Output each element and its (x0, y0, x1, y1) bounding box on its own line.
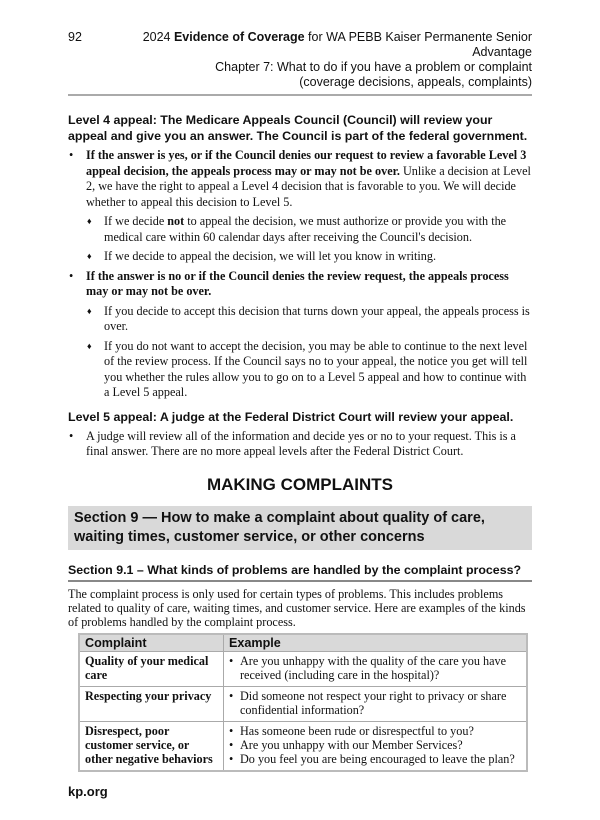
example-item: • Has someone been rude or disrespectful to you? (229, 724, 521, 738)
header-title-rest: for WA PEBB Kaiser Permanente Senior Advantage (304, 30, 532, 59)
page-header (68, 30, 532, 90)
table-row (79, 686, 527, 721)
making-complaints-heading: MAKING COMPLAINTS (206, 474, 394, 494)
text: If you decide to accept this decision that turns down your appeal, the appeals process is over. (104, 303, 530, 333)
complaint-cell: Quality of your medical care (79, 651, 224, 686)
text-bold: not (167, 214, 185, 228)
list-item (86, 304, 532, 335)
list-item (68, 148, 532, 265)
column-header: Complaint (79, 634, 224, 652)
example-cell (224, 721, 528, 771)
header-year: 2024 (142, 30, 174, 44)
page-number: 92 (68, 30, 82, 44)
example-item: • Are you unhappy with the quality of the care you have received (including care in the hospital)? (229, 654, 521, 682)
text: If we decide to appeal the decision, we will let you know in writing. (104, 249, 437, 263)
example-item: • Did someone not respect your right to privacy or share confidential information? (229, 689, 521, 717)
table-row (79, 721, 527, 771)
list-item (86, 214, 532, 245)
example-cell (224, 686, 528, 721)
list-item (86, 339, 532, 401)
header-text (82, 30, 532, 90)
example-item: • Do you feel you are being encouraged to leave the plan? (229, 752, 521, 766)
level4-heading: Level 4 appeal: The Medicare Appeals Council (Council) will review your appeal and give you an answer. The Council is part of the federal government. (68, 113, 528, 143)
table-row (79, 651, 527, 686)
text: If we decide (104, 214, 168, 228)
header-divider (68, 94, 532, 96)
complaint-table (78, 633, 528, 772)
appeal-levels (68, 112, 532, 460)
header-title-bold: Evidence of Coverage (173, 30, 305, 44)
section91-intro: The complaint process is only used for certain types of problems. This includes problems related to quality of care, waiting times, and customer service. Here are examples of the kinds of problems handled by the complaint process. (68, 586, 526, 629)
level5-heading: Level 5 appeal: A judge at the Federal District Court will review your appeal. (68, 409, 514, 424)
header-chapter-line1: Chapter 7: What to do if you have a problem or complaint (215, 60, 532, 74)
bullet-text: Unlike a decision at Level 2, we have the right to appeal a Level 4 decision that is favorable to you. We will decide whether to appeal this decision to Level 5. (86, 163, 531, 209)
complaint-cell: Respecting your privacy (79, 686, 224, 721)
column-header: Example (224, 634, 528, 652)
text: to appeal the decision, we must authorize or provide you with the medical care within 60 calendar days after receiving the Council's decision. (104, 214, 507, 244)
list-item (86, 249, 532, 265)
example-cell (224, 651, 528, 686)
list-item (68, 269, 532, 401)
section91-heading: Section 9.1 – What kinds of problems are handled by the complaint process? (68, 562, 532, 582)
header-chapter-line2: (coverage decisions, appeals, complaints) (299, 75, 532, 89)
complaint-cell: Disrespect, poor customer service, or other negative behaviors (79, 721, 224, 771)
section9-heading: Section 9 — How to make a complaint about quality of care, waiting times, customer service, or other concerns (68, 506, 532, 550)
example-item: • Are you unhappy with our Member Services? (229, 738, 521, 752)
bullet-bold: If the answer is no or if the Council denies the review request, the appeals process may or may not be over. (86, 268, 509, 298)
text: A judge will review all of the information and decide yes or no to your request. This is a final answer. There are no more appeal levels after the Federal District Court. (86, 428, 516, 458)
footer-link[interactable]: kp.org (68, 783, 108, 799)
list-item (68, 429, 532, 460)
table-header-row (79, 634, 527, 652)
bullet-bold: If the answer is yes, or if the Council denies our request to review a favorable Level 3 appeal decision, the appeals process may or may not be over. (86, 148, 527, 178)
text: If you do not want to accept the decision, you may be able to continue to the next level of the review process. If the Council says no to your appeal, the notice you get will tell you whether the rules allow you to go on to a Level 5 appeal and how to continue with a Level 5 appeal. (104, 338, 528, 399)
